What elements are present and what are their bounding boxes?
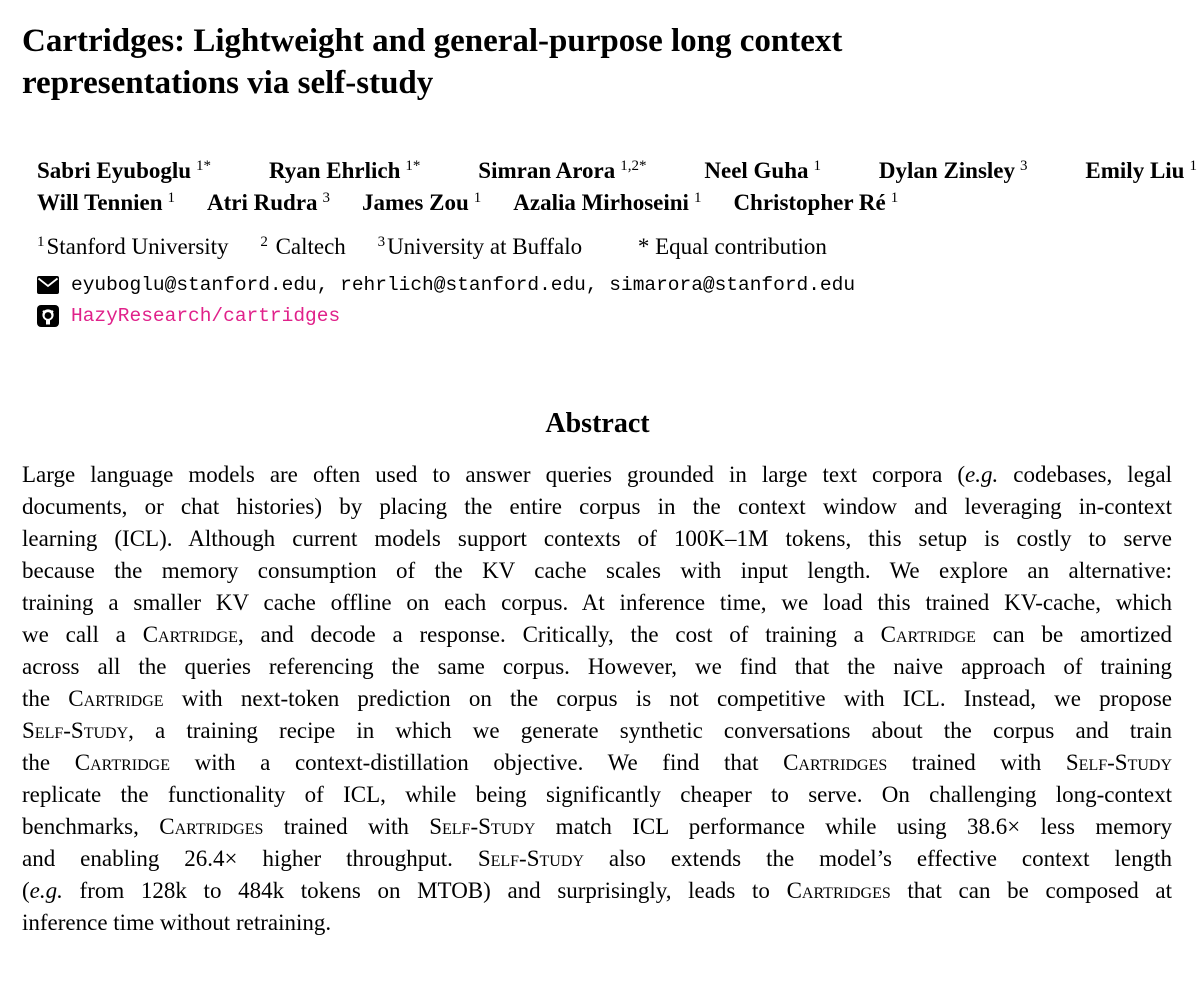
author-affiliation-mark: 1 — [813, 158, 822, 174]
author: Azalia Mirhoseini $^1$ — [513, 190, 702, 215]
author-affiliation-mark: 1* — [196, 158, 212, 174]
affiliation: $^2$ Caltech — [260, 234, 346, 259]
affiliation: $^3$University at Buffalo — [377, 234, 583, 259]
abstract-heading: Abstract — [545, 408, 650, 439]
author-affiliation-mark: 3 — [322, 190, 331, 206]
title-line: Cartridges: Lightweight and general-purpose long context — [22, 23, 843, 59]
abstract-line: the Cartridge with next-token prediction on the corpus is not competitive with ICL. Instead, we propose — [22, 686, 1172, 711]
author-affiliation-mark: 1 — [167, 190, 176, 206]
abstract-line: training a smaller KV cache offline on each corpus. At inference time, we load this trained KV-cache, which — [22, 590, 1172, 615]
author: Neel Guha $^1$ — [704, 158, 822, 183]
abstract-line: because the memory consumption of the KV cache scales with input length. We explore an alternative: — [22, 558, 1172, 583]
abstract-line: across all the queries referencing the same corpus. However, we find that the naive approach of training — [22, 654, 1172, 679]
author: Will Tennien $^1$ — [37, 190, 176, 215]
abstract-body — [22, 459, 1172, 939]
author: Sabri Eyuboglu $^{1*}$ — [37, 158, 212, 183]
abstract-line: benchmarks, Cartridges trained with Self-Study match ICL performance while using 38.6× less memory — [22, 814, 1173, 839]
title-line: representations via self-study — [22, 65, 434, 101]
author-affiliation-mark: 1* — [405, 158, 421, 174]
envelope-icon — [37, 274, 59, 296]
author-affiliation-mark: 1,2* — [620, 158, 647, 174]
github-icon — [37, 305, 59, 327]
abstract-line: inference time without retraining. — [22, 910, 332, 935]
author-affiliation-mark: 3 — [1020, 158, 1028, 174]
abstract-line: learning (ICL). Although current models support contexts of 100K–1M tokens, this setup is costly to serve — [22, 526, 1172, 551]
author-row — [37, 155, 1197, 187]
author: Atri Rudra $^3$ — [207, 190, 331, 215]
paper-title — [22, 20, 1172, 104]
author-row — [37, 187, 1197, 219]
author: Christopher Ré $^1$ — [733, 190, 899, 215]
author-affiliation-mark: 1 — [693, 190, 702, 206]
author: Emily Liu $^1$ — [1085, 158, 1197, 183]
abstract-line: Large language models are often used to answer queries grounded in large text corpora (e.g. codebases, legal — [22, 462, 1173, 487]
author: Ryan Ehrlich $^{1*}$ — [268, 158, 421, 183]
abstract-line: we call a Cartridge, and decode a response. Critically, the cost of training a Cartridge can be amortized — [22, 622, 1172, 647]
abstract-line: and enabling 26.4× higher throughput. Self-Study also extends the model’s effective context length — [22, 846, 1172, 871]
contact-repo — [37, 305, 340, 327]
author-affiliation-mark: 1 — [1189, 158, 1197, 174]
abstract-line: documents, or chat histories) by placing the entire corpus in the context window and leveraging in-context — [22, 494, 1172, 519]
equal-contribution-note: * Equal contribution — [637, 234, 827, 259]
author: James Zou $^1$ — [362, 190, 482, 215]
abstract-line: Self-Study, a training recipe in which we generate synthetic conversations about the corpus and train — [22, 718, 1172, 743]
author-affiliation-mark: 1 — [890, 190, 899, 206]
author-list — [37, 155, 1197, 219]
repo-link[interactable]: HazyResearch/cartridges — [71, 305, 341, 327]
abstract-line: the Cartridge with a context-distillation objective. We find that Cartridges trained with Self-Study — [22, 750, 1173, 775]
author-affiliation-mark: 1 — [473, 190, 482, 206]
abstract-line: (e.g. from 128k to 484k tokens on MTOB) and surprisingly, leads to Cartridges that can be composed at — [22, 878, 1172, 903]
email-addresses: eyuboglu@stanford.edu, rehrlich@stanford.edu, simarora@stanford.edu — [71, 274, 856, 296]
abstract-line: replicate the functionality of ICL, while being significantly cheaper to serve. On challenging long-context — [22, 782, 1172, 807]
author: Dylan Zinsley $^3$ — [878, 158, 1028, 183]
affiliations — [37, 230, 853, 264]
affiliation: $^1$Stanford University — [37, 234, 229, 259]
author: Simran Arora $^{1,2*}$ — [478, 158, 647, 183]
contact-emails — [37, 274, 855, 296]
